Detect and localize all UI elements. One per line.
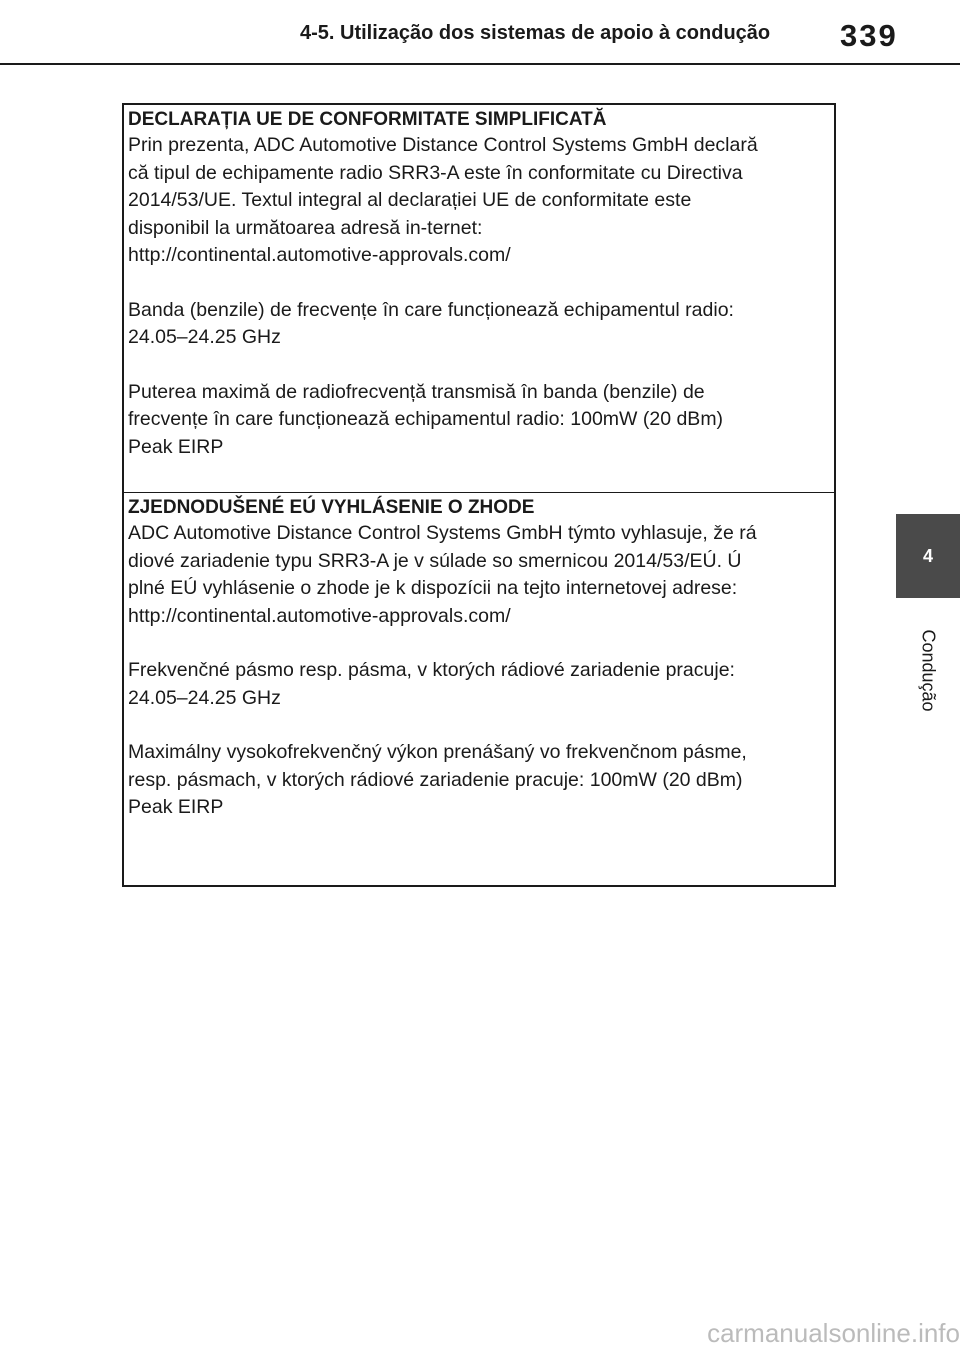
- text-line: 24.05–24.25 GHz: [128, 326, 281, 348]
- text-line: Frekvenčné pásmo resp. pásma, v ktorých rádiové zariadenie pracuje:: [128, 659, 735, 681]
- declaration-paragraph-sk-3: [128, 739, 830, 822]
- declaration-paragraph-ro-2: [128, 297, 830, 352]
- section-title: 4-5. Utilização dos sistemas de apoio à condução: [300, 22, 771, 44]
- declaration-paragraph-ro-3: [128, 379, 830, 462]
- text-line: diové zariadenie typu SRR3-A je v súlade so smernicou 2014/53/EÚ. Ú: [128, 549, 742, 572]
- url-text: http://continental.automotive-approvals.com/: [128, 244, 511, 266]
- text-line: Banda (benzile) de frecvențe în care funcționează echipamentul radio:: [128, 298, 734, 321]
- declaration-paragraph-sk-2: [128, 657, 830, 712]
- chapter-label: Condução: [918, 628, 939, 712]
- text-line: Maximálny vysokofrekvenčný výkon prenášaný vo frekvenčnom pásme,: [128, 741, 747, 763]
- chapter-tab: [896, 514, 960, 598]
- declaration-paragraph-ro-1: [128, 132, 830, 270]
- declaration-box-slovak: [122, 492, 836, 887]
- page-header: [0, 0, 960, 64]
- declaration-paragraph-sk-1: [128, 520, 830, 630]
- text-line: Peak EIRP: [128, 435, 224, 458]
- declaration-title-sk: ZJEDNODUŠENÉ EÚ VYHLÁSENIE O ZHODE: [128, 497, 535, 518]
- watermark: carmanualsonline.info: [707, 1318, 960, 1348]
- page-number: 339: [840, 18, 898, 53]
- declaration-box-romanian: [122, 103, 836, 493]
- text-line: Prin prezenta, ADC Automotive Distance Control Systems GmbH declară: [128, 134, 758, 156]
- chapter-label-area: [880, 610, 960, 730]
- text-line: plné EÚ vyhlásenie o zhode je k dispozícii na tejto internetovej adrese:: [128, 577, 738, 599]
- text-line: că tipul de echipamente radio SRR3-A este în conformitate cu Directiva: [128, 161, 743, 184]
- text-line: Peak EIRP: [128, 796, 224, 818]
- declaration-title-ro: DECLARAȚIA UE DE CONFORMITATE SIMPLIFICATĂ: [128, 109, 607, 130]
- header-divider: [0, 63, 960, 65]
- text-line: 24.05–24.25 GHz: [128, 686, 281, 709]
- text-line: frecvențe în care funcționează echipamentul radio: 100mW (20 dBm): [128, 408, 724, 430]
- text-line: disponibil la următoarea adresă in-ternet:: [128, 216, 483, 239]
- text-line: 2014/53/UE. Textul integral al declarației UE de conformitate este: [128, 189, 692, 211]
- text-line: Puterea maximă de radiofrecvență transmisă în banda (benzile) de: [128, 380, 705, 403]
- url-text: http://continental.automotive-approvals.com/: [128, 604, 511, 627]
- text-line: ADC Automotive Distance Control Systems GmbH týmto vyhlasuje, že rá: [128, 522, 757, 544]
- chapter-number: 4: [922, 545, 933, 566]
- paragraph-gap: [128, 352, 830, 379]
- text-line: resp. pásmach, v ktorých rádiové zariadenie pracuje: 100mW (20 dBm): [128, 768, 743, 791]
- paragraph-gap: [128, 270, 830, 297]
- paragraph-gap: [128, 630, 830, 657]
- paragraph-gap: [128, 712, 830, 739]
